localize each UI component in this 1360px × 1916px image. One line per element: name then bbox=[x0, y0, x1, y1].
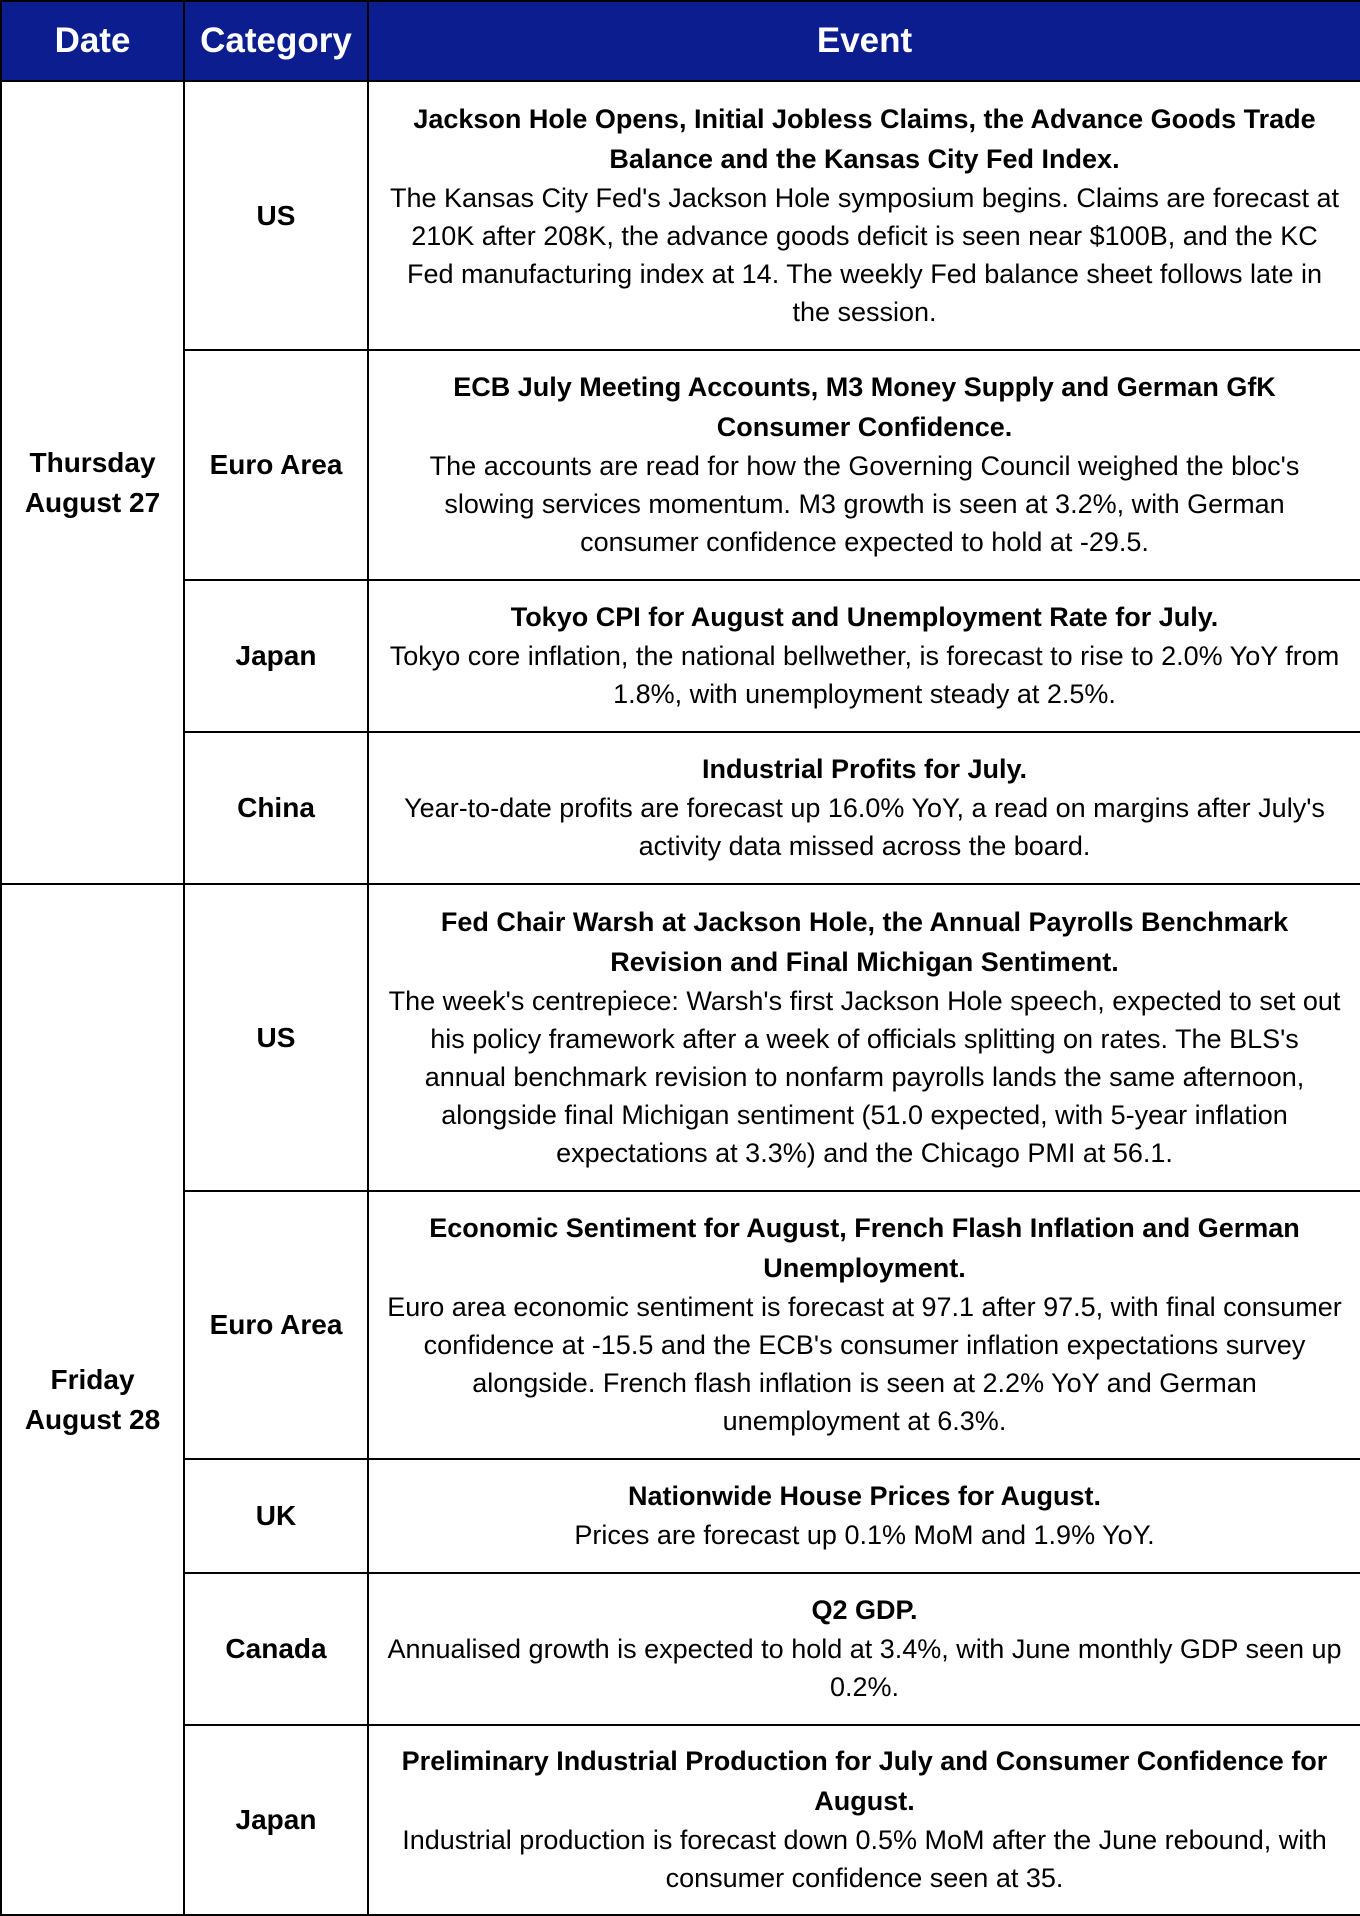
event-title: Q2 GDP. bbox=[811, 1595, 918, 1625]
event-cell bbox=[368, 350, 1360, 580]
event-cell bbox=[368, 1459, 1360, 1573]
table-row bbox=[1, 350, 1360, 580]
date-cell-thursday bbox=[1, 81, 184, 884]
event-description: Tokyo core inflation, the national bellwether, is forecast to rise to 2.0% YoY from 1.8%, with unemployment steady at 2.5%. bbox=[389, 641, 1340, 709]
table-row bbox=[1, 1573, 1360, 1725]
date-day: August 28 bbox=[24, 1403, 161, 1435]
event-title: Nationwide House Prices for August. bbox=[627, 1481, 1102, 1511]
event-description: Industrial production is forecast down 0.5% MoM after the June rebound, with consumer confidence seen at 35. bbox=[402, 1825, 1327, 1893]
event-cell bbox=[368, 1191, 1360, 1459]
event-title: Fed Chair Warsh at Jackson Hole, the Annual Payrolls Benchmark Revision and Final Michigan Sentiment. bbox=[440, 906, 1289, 977]
date-weekday: Thursday bbox=[29, 446, 156, 478]
category-cell: Japan bbox=[184, 1725, 368, 1915]
category-cell: US bbox=[184, 81, 368, 350]
event-cell bbox=[368, 1725, 1360, 1915]
category-cell: Canada bbox=[184, 1573, 368, 1725]
table-header-row bbox=[1, 1, 1360, 81]
category-cell: Euro Area bbox=[184, 350, 368, 580]
event-description: Prices are forecast up 0.1% MoM and 1.9% YoY. bbox=[574, 1520, 1155, 1550]
event-title: Economic Sentiment for August, French Flash Inflation and German Unemployment. bbox=[429, 1213, 1300, 1283]
table-row bbox=[1, 1191, 1360, 1459]
date-cell-friday bbox=[1, 884, 184, 1915]
header-event: Event bbox=[368, 1, 1360, 81]
category-cell: Euro Area bbox=[184, 1191, 368, 1459]
event-cell bbox=[368, 580, 1360, 732]
category-cell: US bbox=[184, 884, 368, 1191]
event-title: Preliminary Industrial Production for July and Consumer Confidence for August. bbox=[401, 1746, 1328, 1816]
header-date: Date bbox=[1, 1, 184, 81]
event-cell bbox=[368, 1573, 1360, 1725]
event-title: Tokyo CPI for August and Unemployment Rate for July. bbox=[510, 602, 1219, 632]
event-cell bbox=[368, 884, 1360, 1191]
table-row bbox=[1, 81, 1360, 350]
event-title: Industrial Profits for July. bbox=[701, 754, 1028, 784]
category-cell: Japan bbox=[184, 580, 368, 732]
event-cell bbox=[368, 81, 1360, 350]
table-row bbox=[1, 732, 1360, 884]
event-description: The week's centrepiece: Warsh's first Jackson Hole speech, expected to set out his policy framework after a week of officials splitting on rates. The BLS's annual benchmark revision to nonfarm payrolls lands the same afternoon, alongside final Michigan sentiment (51.0 expected, with 5-year inflation expectations at 3.3%) and the Chicago PMI at 56.1. bbox=[388, 985, 1341, 1168]
event-description: The Kansas City Fed's Jackson Hole symposium begins. Claims are forecast at 210K after 208K, the advance goods deficit is seen near $100B, and the KC Fed manufacturing index at 14. The weekly Fed balance sheet follows late in the session. bbox=[389, 182, 1340, 327]
event-cell bbox=[368, 732, 1360, 884]
table-row bbox=[1, 884, 1360, 1191]
event-description: Year-to-date profits are forecast up 16.0% YoY, a read on margins after July's activity data missed across the board. bbox=[404, 793, 1325, 861]
header-category: Category bbox=[184, 1, 368, 81]
category-cell: China bbox=[184, 732, 368, 884]
event-description: Annualised growth is expected to hold at 3.4%, with June monthly GDP seen up 0.2%. bbox=[387, 1634, 1342, 1702]
event-description: Euro area economic sentiment is forecast at 97.1 after 97.5, with final consumer confidence at -15.5 and the ECB's consumer inflation expectations survey alongside. French flash inflation is seen at 2.2% YoY and German unemployment at 6.3%. bbox=[387, 1292, 1342, 1436]
table-row bbox=[1, 1725, 1360, 1915]
event-title: ECB July Meeting Accounts, M3 Money Supply and German GfK Consumer Confidence. bbox=[453, 372, 1276, 442]
category-cell: UK bbox=[184, 1459, 368, 1573]
date-weekday: Friday bbox=[50, 1363, 135, 1395]
date-day: August 27 bbox=[24, 486, 161, 518]
table-row bbox=[1, 1459, 1360, 1573]
table-row bbox=[1, 580, 1360, 732]
event-title: Jackson Hole Opens, Initial Jobless Claims, the Advance Goods Trade Balance and the Kansas City Fed Index. bbox=[413, 103, 1316, 174]
event-description: The accounts are read for how the Governing Council weighed the bloc's slowing services momentum. M3 growth is seen at 3.2%, with German consumer confidence expected to hold at -29.5. bbox=[429, 451, 1300, 557]
